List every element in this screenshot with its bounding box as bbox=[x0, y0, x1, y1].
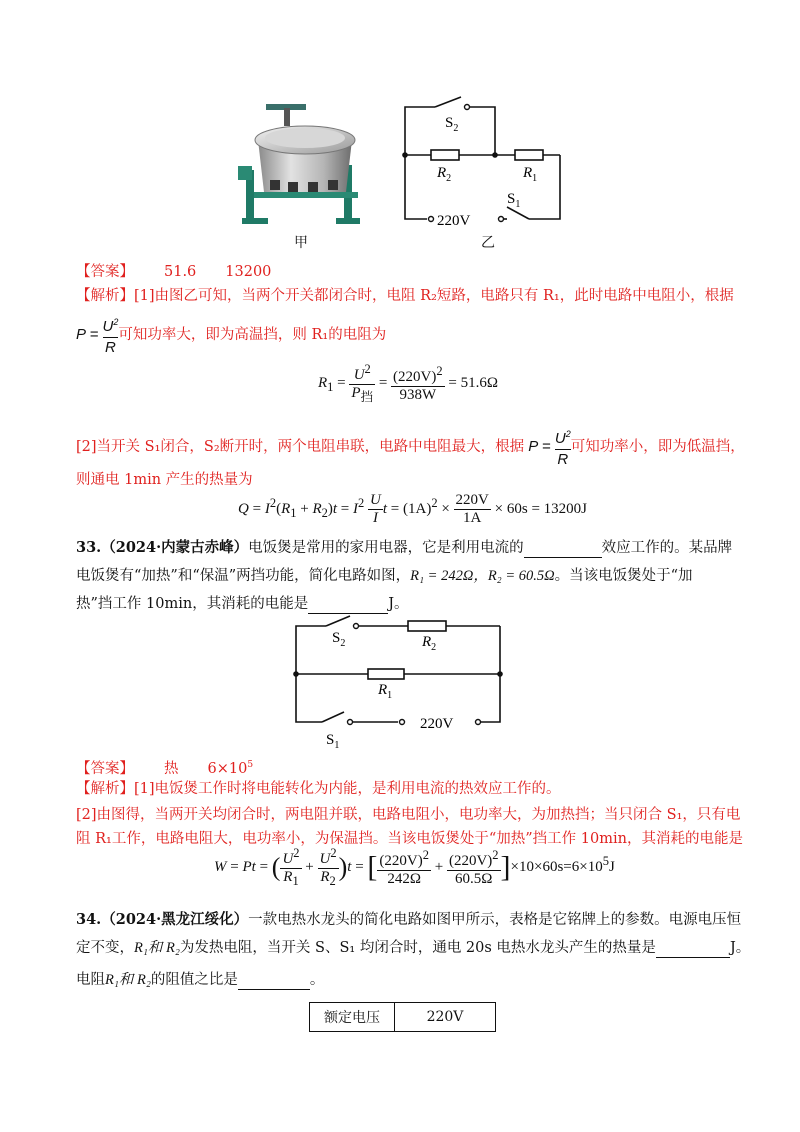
q33-text2: 电饭煲有“加热”和“保温”两挡功能，简化电路如图，R₁ = 242Ω，R₂ = 60.5Ω。当该电饭煲处于“加 bbox=[76, 568, 693, 584]
formula-p-u2-r: P = $\frac{U^2}{R}$ bbox=[76, 312, 118, 358]
cooker-photo bbox=[236, 100, 366, 230]
q32-analysis-line2: P = $\frac{U^2}{R}$ 可知功率大，即为高温挡，则 R₁的电阻为 bbox=[76, 312, 386, 352]
resistor-r1 bbox=[368, 669, 404, 679]
q32-analysis-line1: 【解析】[1]由图乙可知，当两个开关都闭合时，电阻 R₂短路，电路只有 R₁，此时电路中电阻小，根据 bbox=[76, 288, 734, 304]
q33-formula: W = Pt = ( $\frac{U^2}{R_1}$ + $\frac{U^2}{R_2}$ )t = [ $\frac{(220V)^2}{242\Omega}$ + $\frac{(220V)^2}{60.5\Omega}$ ]$\times 10\times 60s=6\times 10^5J$ bbox=[214, 846, 615, 888]
table-row bbox=[310, 1003, 496, 1032]
svg-text:R1: $R_1$ bbox=[378, 682, 393, 701]
q32-analysis-line3: [2]当开关 S₁闭合，S₂断开时，两个电阻串联，电路中电阻最大，根据 P = $\frac{U^2}{R}$ 可知功率小，即为低温挡， bbox=[76, 424, 745, 464]
q33-text1: 33.（2024·内蒙古赤峰）电饭煲是常用的家用电器，它是利用电流的 效应工作的。某品牌 bbox=[76, 539, 733, 556]
q34-text1: 34.（2024·黑龙江绥化）一款电热水龙头的简化电路如图甲所示，表格是它铭牌上的参数。电源电压恒 bbox=[76, 911, 742, 928]
resistor-r1 bbox=[515, 150, 543, 160]
q32-analysis-line4: 则通电 1min 产生的热量为 bbox=[76, 472, 253, 488]
resistor-r2 bbox=[431, 150, 459, 160]
svg-text:220V: 220V bbox=[420, 716, 454, 732]
q33-analysis3: 阻 R₁工作，电路电阻大，电功率小，为保温挡。当该电饭煲处于“加热”挡工作 10min，其消耗的电能是 bbox=[76, 831, 743, 847]
svg-text:R2: $R_2$ bbox=[422, 634, 437, 653]
svg-text:R1: $R_1$ bbox=[523, 165, 538, 184]
svg-text:220V: 220V bbox=[437, 213, 471, 229]
svg-text:S2: $S_2$ bbox=[445, 115, 459, 134]
svg-text:S1: $S_1$ bbox=[507, 191, 521, 210]
circuit-yi bbox=[395, 95, 570, 235]
label-yi: 乙 bbox=[481, 235, 495, 251]
q34-text2: 定不变，R₁和 R₂为发热电阻，当开关 S、S₁ 均闭合时，通电 20s 电热水龙头产生的热量是 J。 bbox=[76, 940, 751, 956]
q34-text3: 电阻R₁和 R₂的阻值之比是 。 bbox=[76, 972, 325, 988]
q33-text3: 热”挡工作 10min，其消耗的电能是 J。 bbox=[76, 596, 409, 612]
table-cell-value: 220V bbox=[395, 1003, 496, 1032]
q32-formula2: $Q = I^2(R_1 + R_2)t = I^2$ $\frac{U}{I}$ $t = (1A)^2$ × $\frac{220V}{1A}$ × 60s = 13200J bbox=[238, 492, 587, 526]
resistor-r2 bbox=[408, 621, 446, 631]
q33-analysis1: 【解析】[1]电饭煲工作时将电能转化为内能，是利用电流的热效应工作的。 bbox=[76, 781, 561, 797]
q33-answer: 【答案】 热 $6\times 10^5$ bbox=[76, 760, 254, 777]
label-jia: 甲 bbox=[294, 235, 308, 251]
nameplate-table bbox=[309, 1002, 496, 1032]
q33-analysis2: [2]由图得，当两开关均闭合时，两电阻并联，电路电阻小，电功率大，为加热挡；当只闭合 S₁，只有电 bbox=[76, 807, 741, 823]
q32-answer: 【答案】 51.6 13200 bbox=[76, 264, 272, 280]
svg-text:R2: $R_2$ bbox=[437, 165, 452, 184]
q32-formula1: $R_1$ = $\frac{U^2}{P_挡}$ = $\frac{(220V)^2}{938W}$ = 51.6Ω bbox=[318, 362, 498, 404]
table-cell-label: 额定电压 bbox=[310, 1003, 395, 1032]
svg-text:S2: $S_2$ bbox=[332, 630, 346, 649]
q33-circuit bbox=[286, 612, 510, 754]
svg-text:S1: $S_1$ bbox=[326, 732, 340, 751]
